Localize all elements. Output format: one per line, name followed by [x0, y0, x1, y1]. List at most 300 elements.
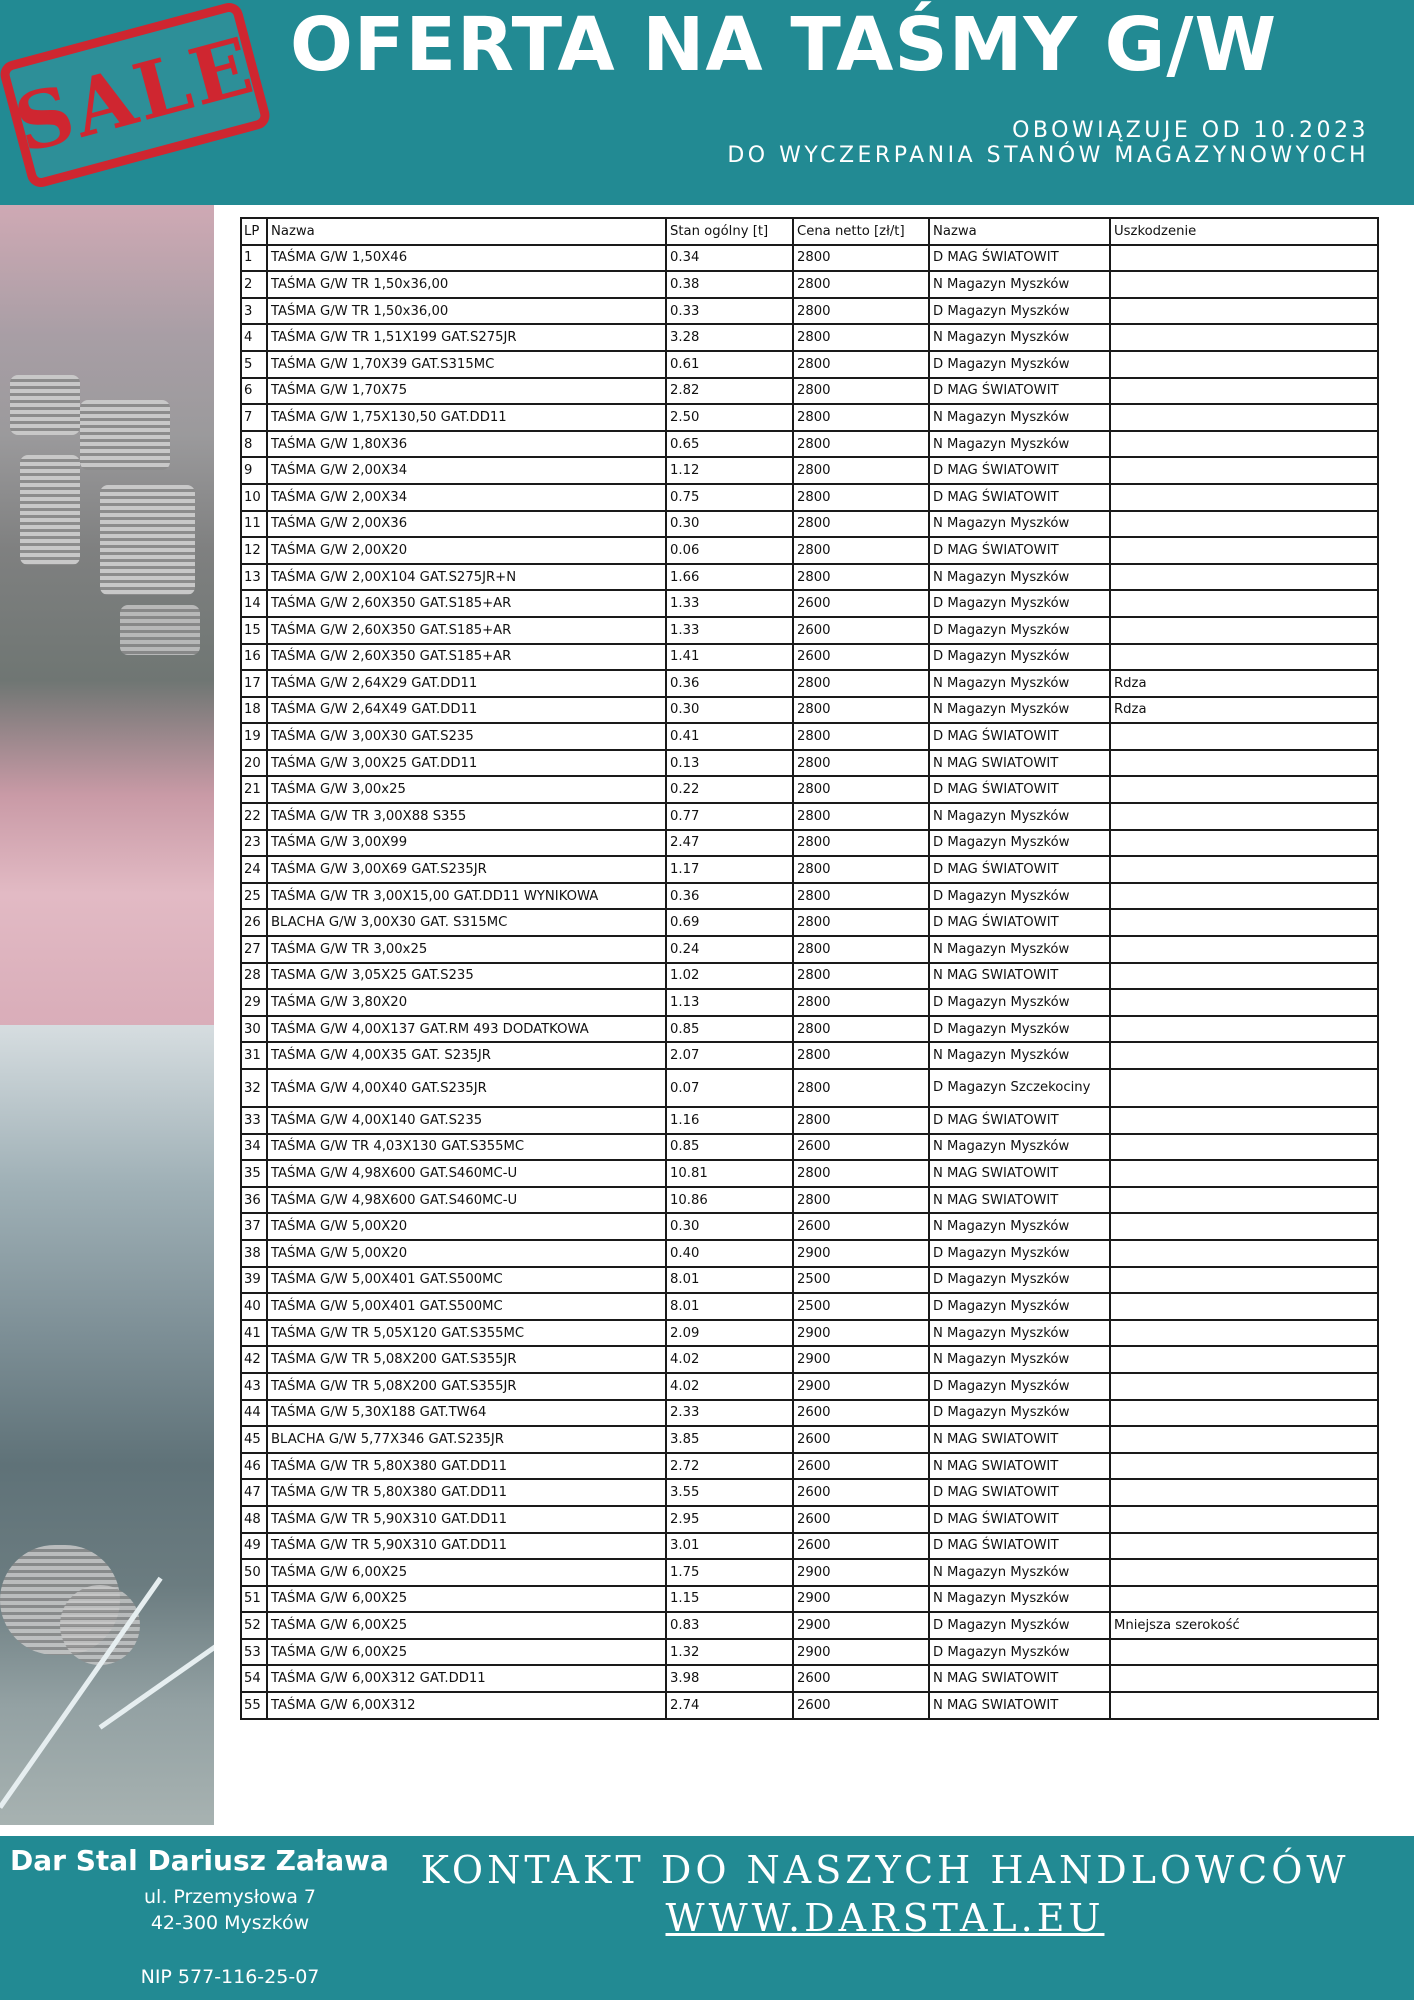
cell-product-name: TAŚMA G/W TR 5,90X310 GAT.DD11 [267, 1533, 666, 1560]
table-row [241, 1479, 1378, 1506]
table-row [241, 830, 1378, 857]
cell-product-name: TAŚMA G/W TR 5,05X120 GAT.S355MC [267, 1320, 666, 1347]
cell-lp: 54 [241, 1665, 267, 1692]
cell-warehouse: N MAG SWIATOWIT [929, 1453, 1110, 1480]
table-row [241, 431, 1378, 458]
cell-damage [1110, 245, 1378, 272]
cell-warehouse: D Magazyn Myszków [929, 1373, 1110, 1400]
cell-warehouse: N MAG SWIATOWIT [929, 1665, 1110, 1692]
cell-warehouse: N MAG SWIATOWIT [929, 1692, 1110, 1719]
cell-product-name: TAŚMA G/W 2,60X350 GAT.S185+AR [267, 590, 666, 617]
table-row [241, 617, 1378, 644]
cell-price: 2800 [793, 1187, 929, 1214]
cell-damage [1110, 404, 1378, 431]
cell-damage [1110, 1639, 1378, 1666]
table-row [241, 697, 1378, 724]
cell-stock: 2.82 [666, 378, 793, 405]
table-row [241, 1692, 1378, 1719]
cell-price: 2800 [793, 457, 929, 484]
cell-stock: 1.75 [666, 1559, 793, 1586]
cell-stock: 8.01 [666, 1267, 793, 1294]
cell-damage [1110, 1160, 1378, 1187]
cell-price: 2800 [793, 670, 929, 697]
cell-price: 2800 [793, 431, 929, 458]
table-row [241, 1160, 1378, 1187]
cell-product-name: TAŚMA G/W TR 5,08X200 GAT.S355JR [267, 1373, 666, 1400]
cell-product-name: TAŚMA G/W 1,70X75 [267, 378, 666, 405]
cell-stock: 2.95 [666, 1506, 793, 1533]
cell-stock: 10.86 [666, 1187, 793, 1214]
cell-damage [1110, 644, 1378, 671]
table-row [241, 1107, 1378, 1134]
cell-price: 2800 [793, 989, 929, 1016]
cell-product-name: TAŚMA G/W 6,00X312 [267, 1692, 666, 1719]
cell-stock: 0.13 [666, 750, 793, 777]
cell-warehouse: D Magazyn Myszków [929, 298, 1110, 325]
cell-damage [1110, 431, 1378, 458]
table-row [241, 750, 1378, 777]
cell-product-name: TAŚMA G/W TR 3,00X15,00 GAT.DD11 WYNIKOWA [267, 883, 666, 910]
table-row [241, 723, 1378, 750]
cell-warehouse: N Magazyn Myszków [929, 1586, 1110, 1613]
table-row [241, 883, 1378, 910]
table-header-row [241, 218, 1378, 245]
cell-damage [1110, 378, 1378, 405]
cell-damage [1110, 537, 1378, 564]
cell-stock: 0.07 [666, 1069, 793, 1107]
cell-damage [1110, 883, 1378, 910]
cell-price: 2800 [793, 750, 929, 777]
cell-stock: 4.02 [666, 1346, 793, 1373]
cell-warehouse: D MAG ŚWIATOWIT [929, 245, 1110, 272]
table-row [241, 963, 1378, 990]
cell-damage [1110, 564, 1378, 591]
cell-lp: 39 [241, 1267, 267, 1294]
cell-damage [1110, 1373, 1378, 1400]
table-row [241, 1346, 1378, 1373]
cell-lp: 23 [241, 830, 267, 857]
cell-warehouse: D Magazyn Myszków [929, 590, 1110, 617]
cell-lp: 24 [241, 856, 267, 883]
cell-damage [1110, 776, 1378, 803]
table-row [241, 1639, 1378, 1666]
cell-product-name: TAŚMA G/W 6,00X312 GAT.DD11 [267, 1665, 666, 1692]
cell-stock: 1.17 [666, 856, 793, 883]
table-row [241, 324, 1378, 351]
cell-damage [1110, 617, 1378, 644]
cell-lp: 42 [241, 1346, 267, 1373]
cell-lp: 31 [241, 1042, 267, 1069]
cell-price: 2800 [793, 324, 929, 351]
cell-stock: 2.50 [666, 404, 793, 431]
cell-damage [1110, 484, 1378, 511]
table-row [241, 1240, 1378, 1267]
cell-price: 2600 [793, 1506, 929, 1533]
cell-product-name: TAŚMA G/W 6,00X25 [267, 1559, 666, 1586]
cell-damage [1110, 511, 1378, 538]
offer-table-container [240, 217, 1379, 1720]
cell-damage [1110, 1240, 1378, 1267]
table-row [241, 776, 1378, 803]
cell-product-name: TAŚMA G/W 6,00X25 [267, 1586, 666, 1613]
cell-warehouse: D MAG ŚWIATOWIT [929, 776, 1110, 803]
cell-lp: 10 [241, 484, 267, 511]
cell-warehouse: N Magazyn Myszków [929, 1134, 1110, 1161]
cell-lp: 20 [241, 750, 267, 777]
cell-lp: 49 [241, 1533, 267, 1560]
cell-price: 2600 [793, 590, 929, 617]
table-row [241, 404, 1378, 431]
cell-warehouse: D Magazyn Myszków [929, 989, 1110, 1016]
cell-price: 2800 [793, 1042, 929, 1069]
table-row [241, 1293, 1378, 1320]
cell-warehouse: D MAG ŚWIATOWIT [929, 723, 1110, 750]
cell-lp: 19 [241, 723, 267, 750]
cell-lp: 45 [241, 1426, 267, 1453]
cell-lp: 29 [241, 989, 267, 1016]
cell-stock: 1.33 [666, 617, 793, 644]
cell-price: 2600 [793, 1426, 929, 1453]
cell-damage [1110, 1453, 1378, 1480]
cell-product-name: TAŚMA G/W 6,00X25 [267, 1639, 666, 1666]
cell-product-name: TAŚMA G/W 5,30X188 GAT.TW64 [267, 1400, 666, 1427]
cell-stock: 0.69 [666, 909, 793, 936]
cell-warehouse: N Magazyn Myszków [929, 271, 1110, 298]
table-row [241, 1373, 1378, 1400]
cell-damage [1110, 1042, 1378, 1069]
cell-lp: 2 [241, 271, 267, 298]
cell-product-name: TAŚMA G/W 6,00X25 [267, 1612, 666, 1639]
column-header-damage: Uszkodzenie [1110, 218, 1378, 245]
cell-damage [1110, 1692, 1378, 1719]
cell-warehouse: N MAG SWIATOWIT [929, 1160, 1110, 1187]
cell-lp: 16 [241, 644, 267, 671]
cell-damage [1110, 1426, 1378, 1453]
cell-damage [1110, 1213, 1378, 1240]
cell-lp: 22 [241, 803, 267, 830]
cell-lp: 4 [241, 324, 267, 351]
cell-product-name: BLACHA G/W 3,00X30 GAT. S315MC [267, 909, 666, 936]
cell-stock: 4.02 [666, 1373, 793, 1400]
cell-price: 2800 [793, 245, 929, 272]
cell-product-name: TAŚMA G/W 2,60X350 GAT.S185+AR [267, 644, 666, 671]
table-row [241, 1134, 1378, 1161]
contact-heading: KONTAKT DO NASZYCH HANDLOWCÓW [420, 1848, 1350, 1892]
cell-product-name: TAŚMA G/W 4,00X137 GAT.RM 493 DODATKOWA [267, 1016, 666, 1043]
cell-product-name: TAŚMA G/W 3,00X30 GAT.S235 [267, 723, 666, 750]
cell-warehouse: D MAG ŚWIATOWIT [929, 457, 1110, 484]
cell-warehouse: D Magazyn Myszków [929, 1240, 1110, 1267]
cell-price: 2900 [793, 1320, 929, 1347]
table-row [241, 856, 1378, 883]
cell-damage [1110, 803, 1378, 830]
cell-product-name: TAŚMA G/W 2,64X49 GAT.DD11 [267, 697, 666, 724]
cell-warehouse: D MAG ŚWIATOWIT [929, 484, 1110, 511]
cell-product-name: TAŚMA G/W TR 1,50x36,00 [267, 298, 666, 325]
cell-warehouse: D MAG ŚWIATOWIT [929, 1533, 1110, 1560]
table-row [241, 484, 1378, 511]
cell-price: 2800 [793, 1160, 929, 1187]
cell-lp: 15 [241, 617, 267, 644]
cell-damage [1110, 590, 1378, 617]
table-row [241, 1042, 1378, 1069]
table-row [241, 1320, 1378, 1347]
cell-stock: 2.07 [666, 1042, 793, 1069]
table-row [241, 457, 1378, 484]
cell-warehouse: N Magazyn Myszków [929, 697, 1110, 724]
cell-price: 2800 [793, 484, 929, 511]
cell-lp: 26 [241, 909, 267, 936]
cell-product-name: TAŚMA G/W 5,00X20 [267, 1213, 666, 1240]
cell-price: 2800 [793, 723, 929, 750]
table-row [241, 1400, 1378, 1427]
cell-product-name: TAŚMA G/W TR 5,90X310 GAT.DD11 [267, 1506, 666, 1533]
cell-warehouse: D Magazyn Myszków [929, 883, 1110, 910]
table-row [241, 537, 1378, 564]
cell-price: 2800 [793, 697, 929, 724]
cell-stock: 3.98 [666, 1665, 793, 1692]
footer-banner [0, 1836, 1414, 2000]
cell-price: 2800 [793, 1016, 929, 1043]
cell-warehouse: N Magazyn Myszków [929, 803, 1110, 830]
cell-damage [1110, 1293, 1378, 1320]
table-row [241, 1426, 1378, 1453]
cell-warehouse: D Magazyn Myszków [929, 1400, 1110, 1427]
cell-lp: 53 [241, 1639, 267, 1666]
cell-lp: 3 [241, 298, 267, 325]
cell-warehouse: D MAG ŚWIATOWIT [929, 856, 1110, 883]
cell-product-name: TAŚMA G/W TR 3,00X88 S355 [267, 803, 666, 830]
cell-product-name: TAŚMA G/W 3,80X20 [267, 989, 666, 1016]
cell-product-name: TAŚMA G/W 4,98X600 GAT.S460MC-U [267, 1160, 666, 1187]
column-header-price: Cena netto [zł/t] [793, 218, 929, 245]
cell-stock: 0.61 [666, 351, 793, 378]
cell-stock: 8.01 [666, 1293, 793, 1320]
cell-warehouse: N Magazyn Myszków [929, 431, 1110, 458]
table-row [241, 670, 1378, 697]
cell-lp: 34 [241, 1134, 267, 1161]
cell-price: 2800 [793, 856, 929, 883]
cell-product-name: TAŚMA G/W 1,70X39 GAT.S315MC [267, 351, 666, 378]
cell-damage [1110, 989, 1378, 1016]
cell-product-name: BLACHA G/W 5,77X346 GAT.S235JR [267, 1426, 666, 1453]
cell-damage [1110, 457, 1378, 484]
cell-stock: 1.02 [666, 963, 793, 990]
cell-price: 2600 [793, 1134, 929, 1161]
cell-stock: 0.38 [666, 271, 793, 298]
cell-price: 2900 [793, 1373, 929, 1400]
cell-stock: 3.01 [666, 1533, 793, 1560]
cell-lp: 17 [241, 670, 267, 697]
cell-stock: 0.40 [666, 1240, 793, 1267]
cell-damage [1110, 271, 1378, 298]
cell-price: 2600 [793, 1479, 929, 1506]
cell-warehouse: D Magazyn Myszków [929, 1612, 1110, 1639]
table-row [241, 1069, 1378, 1107]
cell-product-name: TAŚMA G/W 2,00X34 [267, 484, 666, 511]
cell-stock: 0.33 [666, 298, 793, 325]
address-street: ul. Przemysłowa 7 [144, 1886, 316, 1908]
cell-price: 2900 [793, 1240, 929, 1267]
warehouse-coils-photo [0, 205, 214, 1025]
cell-stock: 2.09 [666, 1320, 793, 1347]
cell-warehouse: D Magazyn Myszków [929, 1293, 1110, 1320]
cell-warehouse: D MAG ŚWIATOWIT [929, 378, 1110, 405]
table-row [241, 351, 1378, 378]
cell-product-name: TAŚMA G/W TR 1,51X199 GAT.S275JR [267, 324, 666, 351]
cell-warehouse: N Magazyn Myszków [929, 1346, 1110, 1373]
cell-product-name: TAŚMA G/W 1,80X36 [267, 431, 666, 458]
cell-product-name: TAŚMA G/W 2,64X29 GAT.DD11 [267, 670, 666, 697]
cell-warehouse: N Magazyn Myszków [929, 1042, 1110, 1069]
table-row [241, 1453, 1378, 1480]
cell-product-name: TAŚMA G/W TR 3,00x25 [267, 936, 666, 963]
cell-warehouse: N MAG SWIATOWIT [929, 750, 1110, 777]
cell-warehouse: D MAG ŚWIATOWIT [929, 1107, 1110, 1134]
table-row [241, 909, 1378, 936]
cell-product-name: TAŚMA G/W 2,00X104 GAT.S275JR+N [267, 564, 666, 591]
cell-price: 2800 [793, 537, 929, 564]
table-row [241, 1665, 1378, 1692]
cell-warehouse: N MAG SWIATOWIT [929, 1426, 1110, 1453]
cell-lp: 44 [241, 1400, 267, 1427]
cell-product-name: TAŚMA G/W 4,00X40 GAT.S235JR [267, 1069, 666, 1107]
table-row [241, 1506, 1378, 1533]
table-row [241, 511, 1378, 538]
cell-lp: 9 [241, 457, 267, 484]
cell-stock: 1.12 [666, 457, 793, 484]
cell-warehouse: N Magazyn Myszków [929, 670, 1110, 697]
column-header-product-name: Nazwa [267, 218, 666, 245]
cell-stock: 0.24 [666, 936, 793, 963]
cell-damage [1110, 909, 1378, 936]
cell-lp: 38 [241, 1240, 267, 1267]
table-row [241, 989, 1378, 1016]
cell-damage [1110, 1665, 1378, 1692]
cell-price: 2800 [793, 271, 929, 298]
cell-product-name: TAŚMA G/W 3,00x25 [267, 776, 666, 803]
website-link[interactable]: WWW.DARSTAL.EU [665, 1896, 1105, 1940]
cell-damage [1110, 1559, 1378, 1586]
cell-stock: 1.32 [666, 1639, 793, 1666]
table-row [241, 245, 1378, 272]
cell-price: 2800 [793, 963, 929, 990]
cell-lp: 33 [241, 1107, 267, 1134]
cell-damage [1110, 1586, 1378, 1613]
cell-price: 2800 [793, 803, 929, 830]
cell-lp: 6 [241, 378, 267, 405]
cell-stock: 1.13 [666, 989, 793, 1016]
cell-warehouse: D Magazyn Myszków [929, 1639, 1110, 1666]
table-row [241, 1187, 1378, 1214]
cell-lp: 46 [241, 1453, 267, 1480]
cell-price: 2800 [793, 883, 929, 910]
cell-lp: 27 [241, 936, 267, 963]
cell-product-name: TAŚMA G/W 2,00X20 [267, 537, 666, 564]
cell-price: 2900 [793, 1559, 929, 1586]
cell-stock: 0.75 [666, 484, 793, 511]
cell-product-name: TAŚMA G/W 2,00X36 [267, 511, 666, 538]
cell-damage [1110, 1016, 1378, 1043]
cell-lp: 30 [241, 1016, 267, 1043]
cell-warehouse: D MAG ŚWIATOWIT [929, 909, 1110, 936]
table-row [241, 803, 1378, 830]
cell-price: 2600 [793, 617, 929, 644]
table-row [241, 1559, 1378, 1586]
cell-warehouse: N Magazyn Myszków [929, 511, 1110, 538]
cell-damage [1110, 723, 1378, 750]
table-row [241, 644, 1378, 671]
cell-lp: 1 [241, 245, 267, 272]
cell-lp: 36 [241, 1187, 267, 1214]
cell-stock: 0.30 [666, 697, 793, 724]
cell-damage [1110, 750, 1378, 777]
table-row [241, 271, 1378, 298]
cell-product-name: TAŚMA G/W 1,50X46 [267, 245, 666, 272]
cell-stock: 0.36 [666, 670, 793, 697]
cell-warehouse: N Magazyn Myszków [929, 564, 1110, 591]
cell-damage [1110, 324, 1378, 351]
cell-lp: 11 [241, 511, 267, 538]
table-row [241, 1586, 1378, 1613]
cell-damage: Rdza [1110, 697, 1378, 724]
cell-lp: 12 [241, 537, 267, 564]
cell-stock: 0.22 [666, 776, 793, 803]
cell-price: 2600 [793, 1665, 929, 1692]
cell-damage [1110, 856, 1378, 883]
cell-damage [1110, 1069, 1378, 1107]
cell-price: 2600 [793, 1692, 929, 1719]
cell-lp: 55 [241, 1692, 267, 1719]
offer-table [240, 217, 1379, 1720]
cell-stock: 0.36 [666, 883, 793, 910]
cell-price: 2800 [793, 776, 929, 803]
valid-from-text: OBOWIĄZUJE OD 10.2023 [1012, 118, 1369, 143]
cell-lp: 25 [241, 883, 267, 910]
cell-product-name: TAŚMA G/W 4,00X35 GAT. S235JR [267, 1042, 666, 1069]
company-name: Dar Stal Dariusz Zaława [10, 1844, 389, 1877]
cell-price: 2500 [793, 1267, 929, 1294]
cell-warehouse: D MAG ŚWIATOWIT [929, 1506, 1110, 1533]
table-row [241, 1016, 1378, 1043]
sale-stamp-text: SALE [5, 19, 265, 171]
cell-price: 2800 [793, 351, 929, 378]
cell-product-name: TAŚMA G/W 5,00X20 [267, 1240, 666, 1267]
cell-stock: 0.85 [666, 1016, 793, 1043]
cell-warehouse: D MAG ŚWIATOWIT [929, 537, 1110, 564]
cell-price: 2800 [793, 909, 929, 936]
cell-product-name: TAŚMA G/W TR 4,03X130 GAT.S355MC [267, 1134, 666, 1161]
cell-damage [1110, 1187, 1378, 1214]
cell-warehouse: N Magazyn Myszków [929, 1559, 1110, 1586]
cell-warehouse: D Magazyn Myszków [929, 644, 1110, 671]
cell-damage [1110, 1346, 1378, 1373]
cell-product-name: TAŚMA G/W 5,00X401 GAT.S500MC [267, 1267, 666, 1294]
cell-price: 2600 [793, 1533, 929, 1560]
cell-price: 2800 [793, 830, 929, 857]
address-city: 42-300 Myszków [150, 1912, 310, 1934]
cell-product-name: TAŚMA G/W 5,00X401 GAT.S500MC [267, 1293, 666, 1320]
cell-product-name: TAŚMA G/W 3,00X69 GAT.S235JR [267, 856, 666, 883]
table-row [241, 298, 1378, 325]
cell-stock: 2.33 [666, 1400, 793, 1427]
cell-price: 2600 [793, 1400, 929, 1427]
cell-warehouse: D Magazyn Szczekociny [929, 1069, 1110, 1107]
cell-warehouse: D Magazyn Myszków [929, 617, 1110, 644]
cell-product-name: TAŚMA G/W 2,60X350 GAT.S185+AR [267, 617, 666, 644]
cell-damage: Rdza [1110, 670, 1378, 697]
cell-price: 2900 [793, 1639, 929, 1666]
